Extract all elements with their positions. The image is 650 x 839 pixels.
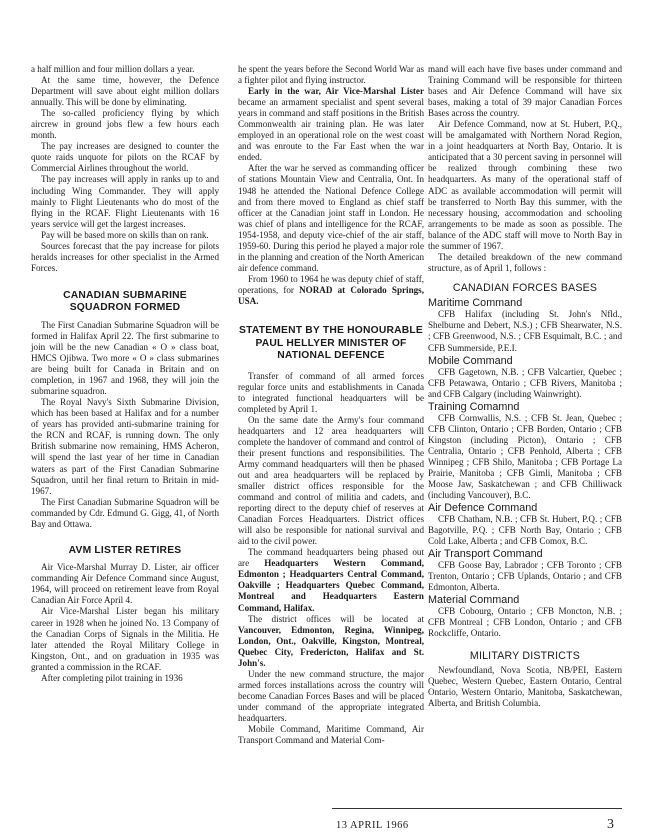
paragraph: The Royal Navy's Sixth Submarine Division, which has been based at Halifax and for a number of years has provided anti-submarine training for the RCN and RCAF, is running down. The only British submarine now remaining, HMS Acheron, will spend the last year of her time in Canadian waters as part of the First Canadian Submarine Squadron, until her final return to Britain in mid-1967. bbox=[31, 397, 219, 496]
paragraph: After the war he served as commanding officer of stations Mountain View and Centralia, Ont. In 1948 he attended the National Defence College and from there moved to England as chief staff officer at the Canadian joint staff in London. He was chief of plans and intelligence for the RCAF, 1954-1958, and deputy vice-chief of the air staff, 1959-60. During this period he played a major role in the planning and creation of the North American air defence command. bbox=[238, 163, 424, 273]
paragraph: Sources forecast that the pay increase for pilots heralds increases for other specialist in the Armed Forces. bbox=[31, 240, 219, 273]
paragraph-text: From 1960 to 1964 he was deputy chief of staff, operations, for bbox=[238, 273, 424, 295]
air-defence-command-title: Air Defence Command bbox=[428, 502, 538, 515]
paragraph bbox=[238, 86, 424, 163]
air-transport-bases-list: CFB Goose Bay, Labrador ; CFB Toronto ; CFB Trenton, Ontario ; CFB Uplands, Ontario ; and CFB Edmonton, Alberta. bbox=[428, 560, 622, 593]
submarine-squadron-heading: CANADIAN SUBMARINE SQUADRON FORMED bbox=[63, 289, 187, 314]
air-transport-command-title: Air Transport Command bbox=[428, 548, 543, 561]
paragraph: The pay increases are designed to counter the quote raids unquote for pilots on the RCAF by Commercial Airlines throughout the world. bbox=[31, 141, 219, 174]
paragraph-text: The district offices will be located at bbox=[248, 613, 424, 624]
military-districts-heading: MILITARY DISTRICTS bbox=[469, 649, 581, 662]
paragraph: Pay will be based more on skills than on rank. bbox=[41, 229, 209, 240]
paragraph: Air Defence Command, now at St. Hubert, P.Q., will be amalgamated with Northern Norad Region, in a joint headquarters at North Bay, Ontario. It is anticipated that a 30 percent saving in personnel will be realized through combining these two headquarters. As many of the operational staff of ADC as available accommodation will permit will be transferred to North Bay this summer, with the necessary housing, accommodation and schooling arrangements to be made as soon as possible. The balance of the ADC staff will move to North Bay in the summer of 1967. bbox=[428, 119, 622, 251]
paragraph: mand will each have five bases under command and Training Command will be responsible for thirteen bases and Air Defence Command will have six bases, making a total of 39 major Canadian Forces Bases across the country. bbox=[428, 64, 622, 119]
paragraph bbox=[238, 274, 424, 307]
bold-text: Early in the war, Air Vice-Marshal Lister bbox=[248, 86, 424, 97]
forces-bases-heading: CANADIAN FORCES BASES bbox=[452, 281, 598, 294]
material-command-title: Material Command bbox=[428, 594, 520, 607]
column-left bbox=[31, 64, 219, 684]
paragraph: Transfer of command of all armed forces regular force units and establishments in Canada to integrated functional headquarters will be completed by April 1. bbox=[238, 370, 424, 414]
footer-rule bbox=[332, 808, 622, 809]
paragraph-text: The command headquarters being phased out are bbox=[238, 547, 424, 569]
avm-lister-heading: AVM LISTER RETIRES bbox=[68, 544, 182, 556]
paragraph: a half million and four million dollars a year. bbox=[31, 64, 195, 74]
paragraph: Air Vice-Marshal Murray D. Lister, air officer commanding Air Defence Command since August, 1964, will proceed on retirement leave from Royal Canadian Air Force April 4. bbox=[31, 562, 219, 606]
paragraph: The First Canadian Submarine Squadron will be formed in Halifax April 22. The first submarine to join will be the new Canadian « O » class boat, HMCS Ojibwa. Two more « O » class submarines are being built for Canada in Britain and on completion, in 1967 and 1968, they will join the submarine squadron. bbox=[31, 319, 219, 397]
hellyer-statement-heading: STATEMENT BY THE HONOURABLE PAUL HELLYER MINISTER OF NATIONAL DEFENCE bbox=[239, 325, 423, 362]
paragraph: The First Canadian Submarine Squadron will be commanded by Cdr. Edmund G. Gigg, 41, of North Bay and Ottawa. bbox=[31, 496, 219, 529]
paragraph: he spent the years before the Second World War as a fighter pilot and flying instructor. bbox=[238, 64, 424, 86]
military-districts-list: Newfoundland, Nova Scotia, NB/PEI, Eastern Quebec, Western Quebec, Eastern Ontario, Central Ontario, Western Ontario, Manitoba, Saskatchewan, Alberta, and British Columbia. bbox=[428, 665, 622, 709]
paragraph: The so-called proficiency flying by which aircrew in ground jobs flew a few hours each month. bbox=[31, 108, 219, 141]
page-number: 3 bbox=[607, 817, 614, 832]
column-right bbox=[428, 64, 622, 709]
issue-date: 13 APRIL 1966 bbox=[336, 820, 409, 831]
air-defence-bases-list: CFB Chatham, N.B. ; CFB St. Hubert, P.Q. ; CFB Bagotville, P.Q. ; CFB North Bay, Ontario ; CFB Cold Lake, Alberta ; and CFB Comox, B.C. bbox=[428, 514, 622, 547]
paragraph: After completing pilot training in 1936 bbox=[41, 672, 183, 683]
paragraph-text: became an armament specialist and spent several years in command and staff positions in the British Commonwealth air training plan. He was later employed in an operational role on the west coast and was enroute to the Far East when the war ended. bbox=[238, 97, 424, 163]
bold-text: Headquarters Western Command, Edmonton ; Headquarters Central Command, Oakville ; Headquarters Quebec Command, Montreal and Headquarters Eastern Command, Halifax. bbox=[238, 558, 424, 613]
paragraph: Under the new command structure, the major armed forces installations across the country will become Canadian Forces Bases and will be placed under command of the appropriate integrated headquarters. bbox=[238, 668, 424, 723]
paragraph: On the same date the Army's four command headquarters and 12 area headquarters will complete the handover of command and control of their present functions and responsibilities. The Army command headquarters will then be phased out and area headquarters will be replaced by smaller district offices responsible for the command and control of militia and cadets, and reporting direct to the deputy chief of reserves at Canadian Forces Headquarters. District offices will also be responsible for national survival and aid to the civil power. bbox=[238, 414, 424, 547]
mobile-command-title: Mobile Command bbox=[428, 354, 513, 367]
bold-text: Vancouver, Edmonton, Regina, Winnipeg, London, Ont., Oakville, Kingston, Montreal, Quebec City, Fredericton, Halifax and St. John's. bbox=[238, 624, 424, 668]
column-middle bbox=[238, 64, 424, 746]
paragraph bbox=[238, 547, 424, 613]
maritime-bases-list: CFB Halifax (including St. John's Nfld., Shelburne and Debert, N.S.) ; CFB Shearwater, N.S. ; CFB Greenwood, N.S. ; CFB Esquimalt, B.C. ; and CFB Summerside, P.E.I. bbox=[428, 309, 622, 353]
paragraph: The detailed breakdown of the new command structure, as of April 1, follows : bbox=[428, 251, 622, 273]
bold-text: NORAD at Colorado Springs, USA. bbox=[238, 284, 424, 306]
training-command-title: Training Comamnd bbox=[428, 400, 520, 413]
training-bases-list: CFB Cornwallis, N.S. ; CFB St. Jean, Quebec ; CFB Clinton, Ontario ; CFB Borden, Ontario ; CFB Kingston (including Picton), Ontario ; CFB Centralia, Ontario ; CFB Penhold, Alberta ; CFB Winnipeg ; CFB Shilo, Manitoba ; CFB Portage La Prairie, Manitoba ; CFB Gimli, Manitoba ; CFB Moose Jaw, Saskatchewan ; and CFB Chilliwack (including Vancouver), B.C. bbox=[428, 412, 622, 501]
paragraph bbox=[238, 614, 424, 669]
paragraph: The pay increases will apply in ranks up to and including Wing Commander. They will apply mainly to Flight Lieutenants who do most of the flying in the RCAF. Flight Lieutenants with 16 years service will get the largest increases. bbox=[31, 174, 219, 229]
mobile-bases-list: CFB Gagetown, N.B. ; CFB Valcartier, Quebec ; CFB Petawawa, Ontario ; CFB Rivers, Manitoba ; and CFB Calgary (including Wainwright). bbox=[428, 366, 622, 399]
paragraph: Air Vice-Marshal Lister began his military career in 1928 when he joined No. 13 Company of the Canadian Corps of Signals in the Militia. He later attended the Royal Military College in Kingston, Ont., and on graduation in 1935 was granted a commission in the RCAF. bbox=[31, 606, 219, 672]
paragraph: Mobile Command, Maritime Command, Air Transport Command and Material Com- bbox=[238, 724, 424, 746]
paragraph: At the same time, however, the Defence Department will save about eight million dollars annually. This will be done by eliminating. bbox=[31, 75, 219, 108]
material-bases-list: CFB Cobourg, Ontario ; CFB Moncton, N.B. ; CFB Montreal ; CFB London, Ontario ; and CFB Rockcliffe, Ontario. bbox=[428, 606, 622, 639]
maritime-command-title: Maritime Command bbox=[428, 297, 523, 310]
